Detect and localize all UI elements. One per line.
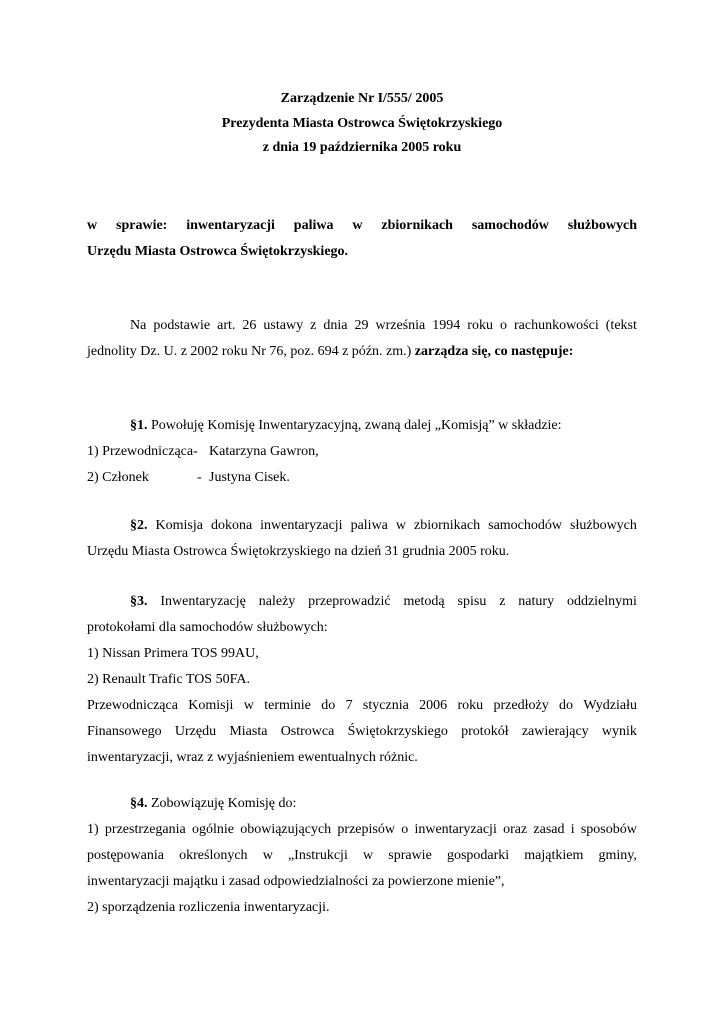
preamble: [87, 313, 637, 365]
section-3-line-2: protokołami dla samochodów służbowych:: [87, 620, 328, 635]
section-1-intro: §1. Powołuję Komisję Inwentaryzacyjną, zwaną dalej „Komisją” w składzie:: [130, 418, 562, 433]
section-2-line-1: §2. Komisja dokona inwentaryzacji paliwa w zbiornikach samochodów służbowych: [87, 513, 637, 539]
section-number: §3.: [130, 594, 148, 609]
section-2: [87, 513, 637, 565]
ordinance-number: Zarządzenie Nr I/555/ 2005: [280, 91, 444, 106]
section-4: [87, 791, 637, 921]
section-number: §4.: [130, 796, 148, 811]
subject-line-1: w sprawie: inwentaryzacji paliwa w zbiornikach samochodów służbowych: [87, 218, 637, 233]
issue-date: z dnia 19 października 2005 roku: [262, 140, 462, 155]
section-1: [87, 413, 637, 491]
car-item: 1) Nissan Primera TOS 99AU,: [87, 646, 259, 661]
enactment-clause: zarządza się, co następuje:: [414, 344, 574, 359]
car-item: 2) Renault Trafic TOS 50FA.: [87, 672, 250, 687]
deadline-line-3: inwentaryzacji, wraz z wyjaśnieniem ewentualnych różnic.: [87, 750, 418, 765]
subject-line-2: Urzędu Miasta Ostrowca Świętokrzyskiego.: [87, 244, 349, 259]
obligation-1-line-1: 1) przestrzegania ogólnie obowiązujących przepisów o inwentaryzacji oraz zasad i sposobów: [87, 822, 637, 837]
deadline-line-2: Finansowego Urzędu Miasta Ostrowca Świętokrzyskiego protokół zawierający wynik: [87, 724, 637, 739]
section-number: §2.: [130, 518, 148, 533]
section-number: §1.: [130, 418, 148, 433]
obligation-1-line-2: postępowania określonych w „Instrukcji w sprawie gospodarki majątkiem gminy,: [87, 848, 637, 863]
subject: [87, 213, 637, 265]
section-4-intro: §4. Zobowiązuję Komisję do:: [130, 796, 297, 811]
obligation-2: 2) sporządzenia rozliczenia inwentaryzacji.: [87, 900, 330, 915]
preamble-line-2: jednolity Dz. U. z 2002 roku Nr 76, poz. 694 z późn. zm.) zarządza się, co następuje:: [87, 344, 574, 359]
section-2-line-2: Urzędu Miasta Ostrowca Świętokrzyskiego na dzień 31 grudnia 2005 roku.: [87, 544, 510, 559]
issuer: Prezydenta Miasta Ostrowca Świętokrzyskiego: [221, 115, 503, 131]
member-member: 2) Członek - Justyna Cisek.: [87, 470, 290, 485]
obligation-1-line-3: inwentaryzacji majątku i zasad odpowiedzialności za powierzone mienie”,: [87, 874, 505, 889]
preamble-line-1: Na podstawie art. 26 ustawy z dnia 29 września 1994 roku o rachunkowości (tekst: [130, 318, 637, 333]
member-chair: 1) Przewodnicząca- Katarzyna Gawron,: [87, 444, 319, 459]
deadline-line-1: Przewodnicząca Komisji w terminie do 7 stycznia 2006 roku przedłoży do Wydziału: [87, 698, 637, 713]
document-header: [0, 87, 724, 161]
section-3-line-1: §3. Inwentaryzację należy przeprowadzić metodą spisu z natury oddzielnymi: [87, 589, 637, 615]
section-3: [87, 589, 637, 771]
